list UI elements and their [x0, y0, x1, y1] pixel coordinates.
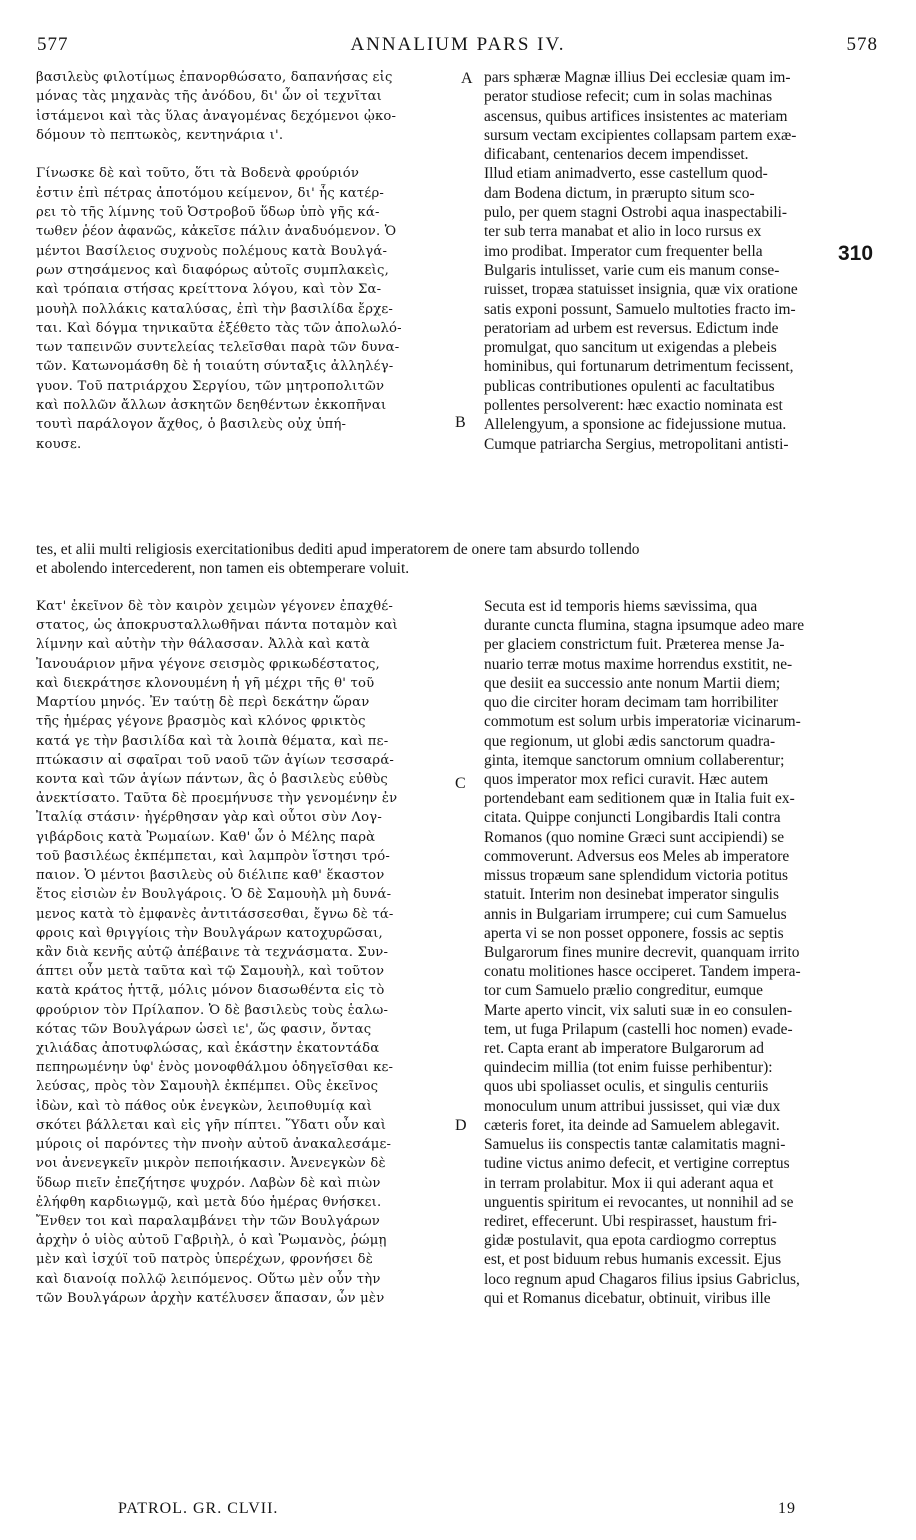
margin-marker-a: A	[461, 70, 473, 87]
latin-line: et abolendo intercederent, non tamen eis obtemperare voluit.	[36, 560, 410, 578]
latin-line: hominibus, qui fortunarum detrimentum fecissent,	[484, 358, 794, 376]
column-number-marker: 310	[838, 242, 874, 265]
greek-line: στατος, ὡς ἀποκρυσταλλωθῆναι πάντα ποταμὸν καὶ	[36, 618, 398, 634]
latin-line: dificabant, centenarios decem impendisset.	[484, 146, 749, 164]
latin-line: in terram prolabitur. Mox ii qui aderant aqua et	[484, 1174, 774, 1192]
greek-line: Ἰταλίᾳ στάσιν· ἠγέρθησαν γὰρ καὶ οὗτοι σὺν Λογ-	[36, 810, 383, 826]
latin-line: unguentis spiritum ei revocantes, ut nonnihil ad se	[484, 1193, 794, 1211]
greek-line: ἐλήφθη καρδιωγμῷ, καὶ μετὰ δύο ἡμέρας θνήσκει.	[36, 1194, 382, 1210]
greek-line: δόμουν τὸ πεπτωκὸς, κεντηνάρια ι'.	[36, 127, 284, 143]
greek-line: σκότει βάλλεται καὶ εἰς γῆν πίπτει. Ὕδατι οὖν καὶ	[36, 1117, 387, 1133]
latin-line: quindecim millia (tot enim fuisse perhibentur):	[484, 1059, 773, 1077]
latin-full-width-lines	[36, 540, 886, 579]
greek-line: τουτὶ παράλογον ἄχθος, ὁ βασιλεὺς οὐχ ὑπή-	[36, 417, 347, 433]
greek-line: ἱστάμενοι καὶ τὰς ὕλας ἀναγομένας δεχόμενοι ᾠκο-	[36, 108, 397, 124]
latin-line: Cumque patriarcha Sergius, metropolitani antisti-	[484, 435, 789, 453]
latin-line: que desiit ea successio ante nonum Martii diem;	[484, 674, 781, 692]
greek-line: τῆς ἡμέρας γέγονε βρασμὸς καὶ κλόνος φρικτὸς	[36, 714, 366, 730]
greek-line: κατὰ κράτος ἡττᾷ, μόλις μόνον διασωθέντα εἰς τὸ	[36, 983, 385, 999]
latin-line: est, et post biduum rebus humanis excessit. Ejus	[484, 1251, 782, 1269]
greek-line	[36, 145, 454, 164]
greek-line: ται. Καὶ δόγμα τηνικαῦτα ἐξέθετο τὰς τῶν ἀπολωλό-	[36, 320, 402, 336]
latin-line: missus tropæum sane splendidum victoria potitus	[484, 867, 788, 885]
latin-line: tes, et alii multi religiosis exercitationibus dediti apud imperatorem de onere tam absurdo tollendo	[36, 541, 640, 558]
latin-line: aperta vi se non posset opponere, fossis ac septis	[484, 924, 784, 942]
greek-line: τῶν. Κατωνομάσθη δὲ ἡ τοιαύτη σύνταξις ἀλληλέγ-	[36, 359, 394, 375]
footer-signature: 19	[778, 1500, 796, 1517]
greek-line: καὶ διανοίᾳ πολλῷ λειπόμενος. Οὕτω μὲν οὖν τὴν	[36, 1271, 381, 1287]
greek-line: Κατ' ἐκεῖνον δὲ τὸν καιρὸν χειμὼν γέγονεν ἐπαχθέ-	[36, 599, 394, 614]
greek-line: κατά γε τὴν βασιλίδα καὶ τὰ λοιπὰ θέματα, καὶ πε-	[36, 733, 389, 749]
greek-text-bottom	[36, 597, 452, 1308]
latin-line: tor cum Samuelo prælio congreditur, eumque	[484, 982, 763, 1000]
greek-line: λεύσας, πρὸς τὸν Σαμουὴλ ἐκπέμπει. Οὓς ἐκεῖνος	[36, 1079, 379, 1095]
greek-line: των ταπεινῶν συντελείας τελεῖσθαι παρὰ τῶν δυνα-	[36, 340, 400, 356]
greek-line: λίμνην καὶ αὐτὴν τὴν θάλασσαν. Ἀλλὰ καὶ κατὰ	[36, 637, 370, 653]
latin-line: Bulgarorum fines munire decrevit, quanquam irrito	[484, 943, 800, 961]
latin-line: promulgat, quo sancitum ut exigendas a plebeis	[484, 339, 777, 357]
latin-line: commoverunt. Adversus eos Meles ab imperatore	[484, 847, 790, 865]
latin-line: peratoriam ad urbem est reversus. Edictum inde	[484, 319, 779, 337]
greek-line: χιλιάδας ἀποτυφλώσας, καὶ ἑκάστην ἑκατοντάδα	[36, 1041, 380, 1057]
latin-line: nuario terræ motus maxime horrendus exstitit, ne-	[484, 655, 793, 673]
greek-line: Μαρτίου μηνός. Ἐν ταύτῃ δὲ περὶ δεκάτην ὥραν	[36, 695, 370, 711]
latin-line: tudine victus animo defecit, et vertigine correptus	[484, 1155, 790, 1173]
greek-line: παιον. Ὁ μέντοι βασιλεὺς οὐ διέλιπε καθ' ἕκαστον	[36, 868, 385, 884]
latin-line: sursum vectam excipientes collapsam partem exæ-	[484, 126, 797, 144]
greek-line: Γίνωσκε δὲ καὶ τοῦτο, ὅτι τὰ Βοδενὰ φρούριόν	[36, 166, 360, 182]
greek-line: τωθεν ῥέον ἀφανῶς, κἀκεῖσε πάλιν ἀναδυόμενον. Ὁ	[36, 224, 397, 240]
greek-line: ὕδωρ πιεῖν ἐπεζήτησε ψυχρόν. Λαβὼν δὲ καὶ πιὼν	[36, 1175, 381, 1191]
greek-line: κἂν διὰ κενῆς αὐτῷ ἀπέβαινε τὰ τεχνάσματα. Συν-	[36, 944, 389, 960]
latin-line: perator studiose refecit; cum in solas machinas	[484, 88, 773, 106]
latin-line: durante cuncta flumina, stagna ipsumque adeo mare	[484, 617, 805, 635]
greek-line: ἰδὼν, καὶ τὸ πάθος οὐκ ἐνεγκὼν, λειποθυμίᾳ καὶ	[36, 1098, 373, 1114]
greek-line: ἔτος εἰσιὼν ἐν Βουλγάροις. Ὁ δὲ Σαμουὴλ μὴ δυνά-	[36, 887, 392, 903]
greek-line: κοντα καὶ τῶν ἁγίων πάντων, ἃς ὁ βασιλεὺς εὐθὺς	[36, 771, 389, 787]
latin-line: Secuta est id temporis hiems sævissima, qua	[484, 598, 758, 615]
latin-line: Bulgaris intulisset, varie cum eis manum conse-	[484, 261, 780, 279]
greek-line: φρούριον τὸν Πρίλαπον. Ὁ δὲ βασιλεὺς τοὺς ἑαλω-	[36, 1002, 389, 1018]
latin-line: conatu molitiones hasce occiperet. Tandem impera-	[484, 963, 801, 981]
greek-line: τοῦ βασιλέως ἐκπέμπεται, καὶ λαμπρὸν ἵστησι τρό-	[36, 848, 391, 864]
latin-line: cæteris foret, ita deinde ad Samuelem ablegavit.	[484, 1116, 780, 1134]
latin-line: loco regnum apud Chagaros filius ipsius Gabriclus,	[484, 1270, 800, 1288]
latin-line: satis exponi possunt, Samuelo multoties fracto im-	[484, 300, 796, 318]
greek-line: φροις καὶ θριγγίοις τὴν Βουλγάρων κατοχυρῶσαι,	[36, 925, 383, 941]
left-column-number: 577	[37, 34, 69, 55]
latin-line: per glaciem constrictum fuit. Præterea mense Ja-	[484, 636, 785, 654]
margin-marker-d: D	[455, 1117, 467, 1134]
latin-line: annis in Bulgariam irrumpere; cui cum Samuelus	[484, 905, 787, 923]
latin-line: portendebant eam seditionem quæ in Italia fuit ex-	[484, 790, 795, 808]
latin-line: dam Bodena dictum, in prærupto situm sco-	[484, 184, 755, 202]
latin-line: publicas contributiones opulenti ac facultatibus	[484, 377, 775, 395]
latin-line: quos ubi spoliasset oculis, et singulis centuriis	[484, 1078, 769, 1096]
greek-line: ρων στησάμενος καὶ διαφόρως αὐτοῖς συμπλακεὶς,	[36, 262, 389, 278]
greek-line: γιβάρδοις κατὰ Ῥωμαίων. Καθ' ὧν ὁ Μέλης παρὰ	[36, 829, 376, 845]
latin-line: ter sub terra manabat et alio in loco rursus ex	[484, 223, 762, 241]
latin-line: ascensus, quibus artifices insistentes ac materiam	[484, 107, 788, 125]
greek-line: μύροις οἱ παρόντες τὴν πνοὴν αὐτοῦ ἀνακαλεσάμε-	[36, 1137, 392, 1153]
latin-line: Illud etiam animadverto, esse castellum quod-	[484, 165, 768, 183]
latin-text-bottom	[484, 597, 882, 1308]
margin-marker-c: C	[455, 775, 466, 792]
margin-marker-b: B	[455, 414, 466, 431]
greek-line: μόνας τὰς μηχανὰς τῆς ἀνόδου, δι' ὧν οἱ τεχνῖται	[36, 89, 383, 105]
latin-line: pars sphæræ Magnæ illius Dei ecclesiæ quam im-	[484, 69, 791, 86]
footer-volume: PATROL. GR. CLVII.	[118, 1500, 279, 1517]
greek-line: νοι ἀνενεγκεῖν μικρὸν πεποιήκασιν. Ἀνενεγκὼν δὲ	[36, 1156, 386, 1172]
greek-line: καὶ διεκράτησε κλονουμένη ἡ γῆ μέχρι τῆς θ' τοῦ	[36, 675, 375, 691]
latin-line: rediret, effecerunt. Ubi respirasset, haustum fri-	[484, 1213, 777, 1230]
latin-line: Samuelus iis conspectis tantæ calamitatis magni-	[484, 1136, 786, 1154]
greek-line: ρει τὸ τῆς λίμνης τοῦ Ὀστροβοῦ ὕδωρ ὑπὸ γῆς κά-	[36, 205, 380, 221]
latin-text-top	[484, 68, 882, 454]
greek-line: κότας τῶν Βουλγάρων ὡσεὶ ιε', ὥς φασιν, ὄντας	[36, 1021, 372, 1037]
latin-line: Marte aperto vincit, vix saluti suæ in eo consulen-	[484, 1001, 793, 1019]
greek-line: ἐστιν ἐπὶ πέτρας ἀποτόμου κείμενον, δι' ἧς κατέρ-	[36, 185, 385, 201]
greek-line: καὶ τρόπαια στήσας κρείττονα λόγου, καὶ τὸν Σα-	[36, 282, 382, 298]
latin-line: pollentes persolverent: hæc exactio nominata est	[484, 397, 783, 415]
greek-line: μὲν καὶ ἰσχύϊ τοῦ πατρὸς ὑπερέχων, φρονήσει δὲ	[36, 1252, 373, 1268]
latin-line: statuit. Interim non desinebat imperator singulis	[484, 886, 779, 904]
greek-line: Ἔνθεν τοι καὶ παραλαμβάνει τὴν τῶν Βουλγάρων	[36, 1214, 380, 1229]
latin-line: qui et Romanus dicebatur, obtinuit, viribus ille	[484, 1289, 771, 1307]
latin-line: Romanos (quo nomine Græci sunt accipiendi) se	[484, 828, 785, 846]
latin-line: ginta, itemque sanctorum omnium collaberentur;	[484, 751, 785, 769]
right-column-number: 578	[846, 34, 878, 55]
greek-line: μενος κατὰ τὸ ἐμφανὲς ἀντιτάσσεσθαι, ἔγνω δὲ τά-	[36, 906, 394, 922]
greek-line: άπτει οὖν μετὰ ταῦτα καὶ τῷ Σαμουὴλ, καὶ τοῦτον	[36, 964, 385, 980]
latin-line: que regionum, ut globi ædis sanctorum quadra-	[484, 732, 776, 750]
latin-line: monoculum unum attribui jussisset, qui viæ dux	[484, 1097, 781, 1115]
latin-line: quo die circiter horam decimam tam horribiliter	[484, 694, 779, 712]
greek-line: γυον. Τοῦ πατριάρχου Σεργίου, τῶν μητροπολιτῶν	[36, 378, 385, 394]
greek-line: πεπηρωμένην ὑφ' ἑνὸς μονοφθάλμου ὁδηγεῖσθαι κε-	[36, 1060, 394, 1076]
latin-line: ret. Capta erant ab imperatore Bulgarorum ad	[484, 1040, 764, 1058]
greek-line: βασιλεὺς φιλοτίμως ἐπανορθώσατο, δαπανήσας εἰς	[36, 70, 393, 85]
greek-line: πτώκασιν αἱ σφαῖραι τοῦ ναοῦ τῶν ἁγίων τεσσαρά-	[36, 752, 395, 768]
greek-line: μέντοι Βασίλειος συχνοὺς πολέμους κατὰ Βουλγά-	[36, 243, 388, 259]
greek-line: Ἰανουάριον μῆνα γέγονε σεισμὸς φρικωδέστατος,	[36, 656, 380, 672]
running-title: ANNALIUM PARS IV.	[350, 34, 566, 55]
latin-line: pulo, per quem stagni Ostrobi aqua inaspectabili-	[484, 204, 788, 222]
greek-line: ἀρχὴν ὁ υἱὸς αὐτοῦ Γαβριὴλ, ὁ καὶ Ῥωμανὸς, ῥώμῃ	[36, 1233, 387, 1249]
greek-line: μουὴλ πολλάκις καταλύσας, ἐπὶ τὴν βασιλίδα ἔρχε-	[36, 301, 394, 317]
latin-line: ruisset, tropæa statuisset insignia, quæ vix oratione	[484, 281, 798, 299]
greek-line: ἀνεκτίσατο. Ταῦτα δὲ προεμήνυσε τὴν γενομένην ἐν	[36, 791, 398, 807]
greek-line: κουσε.	[36, 436, 82, 452]
latin-line: citata. Quippe conjuncti Longibardis Itali contra	[484, 809, 781, 827]
latin-line: commotum est solum urbis imperatoriæ vicinarum-	[484, 713, 801, 731]
latin-line: gidæ postulavit, qua epota cardiogmo correptus	[484, 1232, 777, 1250]
greek-line: καὶ πολλῶν ἄλλων ἀσκητῶν δεηθέντων ἐκκοπῆναι	[36, 398, 387, 414]
latin-line: quos imperator mox refici curavit. Hæc autem	[484, 770, 769, 788]
latin-line: tem, ut fuga Prilapum (castelli hoc nomen) evade-	[484, 1020, 793, 1038]
latin-line: imo prodibat. Imperator cum frequenter bella	[484, 242, 763, 260]
greek-line: τῶν Βουλγάρων ἀρχὴν κατέλυσεν ἅπασαν, ὧν μὲν	[36, 1290, 385, 1306]
greek-text-top	[36, 68, 454, 454]
latin-line: Allelengyum, a sponsione ac fidejussione mutua.	[484, 416, 787, 434]
